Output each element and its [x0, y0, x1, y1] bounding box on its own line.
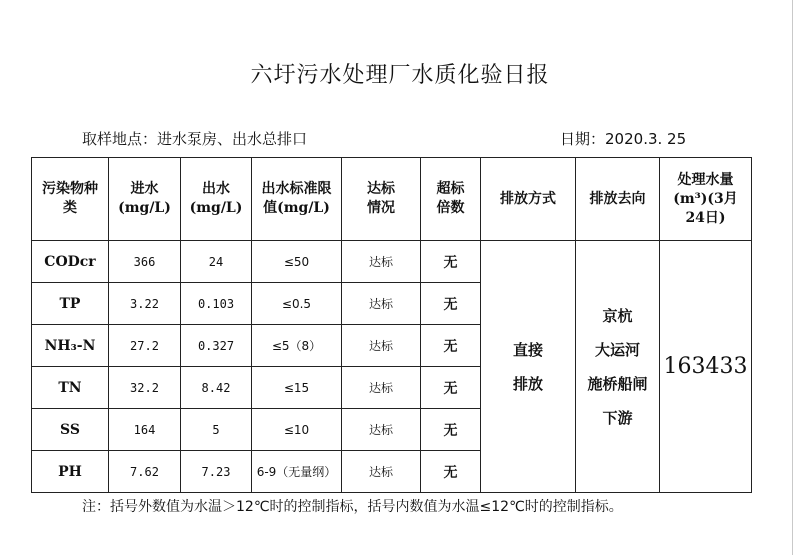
method-line: 直接 [512, 340, 543, 359]
header-discharge-method: 排放方式 [481, 158, 576, 241]
sampling-value: 进水泵房、出水总排口 [157, 130, 308, 148]
header-outflow: 出水(mg/L) [181, 158, 252, 241]
table-row [32, 241, 752, 283]
cell-outflow: 7.23 [181, 451, 252, 493]
report-title: 六圩污水处理厂水质化验日报 [250, 63, 550, 88]
date-label: 日期： [560, 130, 606, 148]
cell-exceed: 无 [421, 367, 481, 409]
cell-limit: ≤50 [252, 241, 342, 283]
header-inflow: 进水(mg/L) [109, 158, 181, 241]
cell-limit: ≤5（8） [252, 325, 342, 367]
cell-outflow: 24 [181, 241, 252, 283]
dest-line: 大运河 [594, 340, 640, 359]
cell-pollutant: CODcr [32, 241, 109, 283]
cell-status: 达标 [342, 241, 421, 283]
cell-discharge-dest [576, 241, 660, 493]
dest-line: 施桥船闸 [587, 374, 648, 393]
cell-exceed: 无 [421, 325, 481, 367]
cell-limit: ≤0.5 [252, 283, 342, 325]
dest-line: 下游 [602, 408, 633, 427]
cell-outflow: 0.103 [181, 283, 252, 325]
cell-discharge-method [481, 241, 576, 493]
cell-status: 达标 [342, 325, 421, 367]
cell-inflow: 7.62 [109, 451, 181, 493]
sampling-label: 取样地点： [82, 130, 158, 148]
cell-status: 达标 [342, 451, 421, 493]
header-row [32, 158, 752, 241]
cell-inflow: 366 [109, 241, 181, 283]
cell-outflow: 8.42 [181, 367, 252, 409]
cell-exceed: 无 [421, 283, 481, 325]
cell-limit: 6-9（无量纲） [252, 451, 342, 493]
cell-pollutant: SS [32, 409, 109, 451]
cell-outflow: 5 [181, 409, 252, 451]
water-quality-table [31, 157, 752, 493]
date-value: 2020.3. 25 [605, 130, 687, 148]
cell-limit: ≤10 [252, 409, 342, 451]
page-edge-divider [792, 0, 793, 555]
method-line: 排放 [512, 374, 543, 393]
cell-inflow: 164 [109, 409, 181, 451]
cell-exceed: 无 [421, 241, 481, 283]
cell-pollutant: NH₃-N [32, 325, 109, 367]
cell-exceed: 无 [421, 409, 481, 451]
cell-pollutant: PH [32, 451, 109, 493]
cell-status: 达标 [342, 409, 421, 451]
cell-limit: ≤15 [252, 367, 342, 409]
dest-line: 京杭 [602, 306, 633, 325]
cell-inflow: 3.22 [109, 283, 181, 325]
footnote: 注：括号外数值为水温＞12℃时的控制指标，括号内数值为水温≤12℃时的控制指标。 [82, 499, 623, 515]
cell-pollutant: TN [32, 367, 109, 409]
sampling-location [82, 128, 307, 149]
report-date [560, 128, 686, 149]
header-limit: 出水标准限值(mg/L) [252, 158, 342, 241]
header-exceed: 超标倍数 [421, 158, 481, 241]
cell-inflow: 27.2 [109, 325, 181, 367]
cell-status: 达标 [342, 283, 421, 325]
cell-inflow: 32.2 [109, 367, 181, 409]
cell-pollutant: TP [32, 283, 109, 325]
cell-status: 达标 [342, 367, 421, 409]
header-compliance: 达标情况 [342, 158, 421, 241]
cell-outflow: 0.327 [181, 325, 252, 367]
header-volume: 处理水量(m³)(3月24日) [660, 158, 752, 241]
header-discharge-dest: 排放去向 [576, 158, 660, 241]
header-pollutant: 污染物种类 [32, 158, 109, 241]
cell-volume: 163433 [660, 241, 752, 493]
cell-exceed: 无 [421, 451, 481, 493]
